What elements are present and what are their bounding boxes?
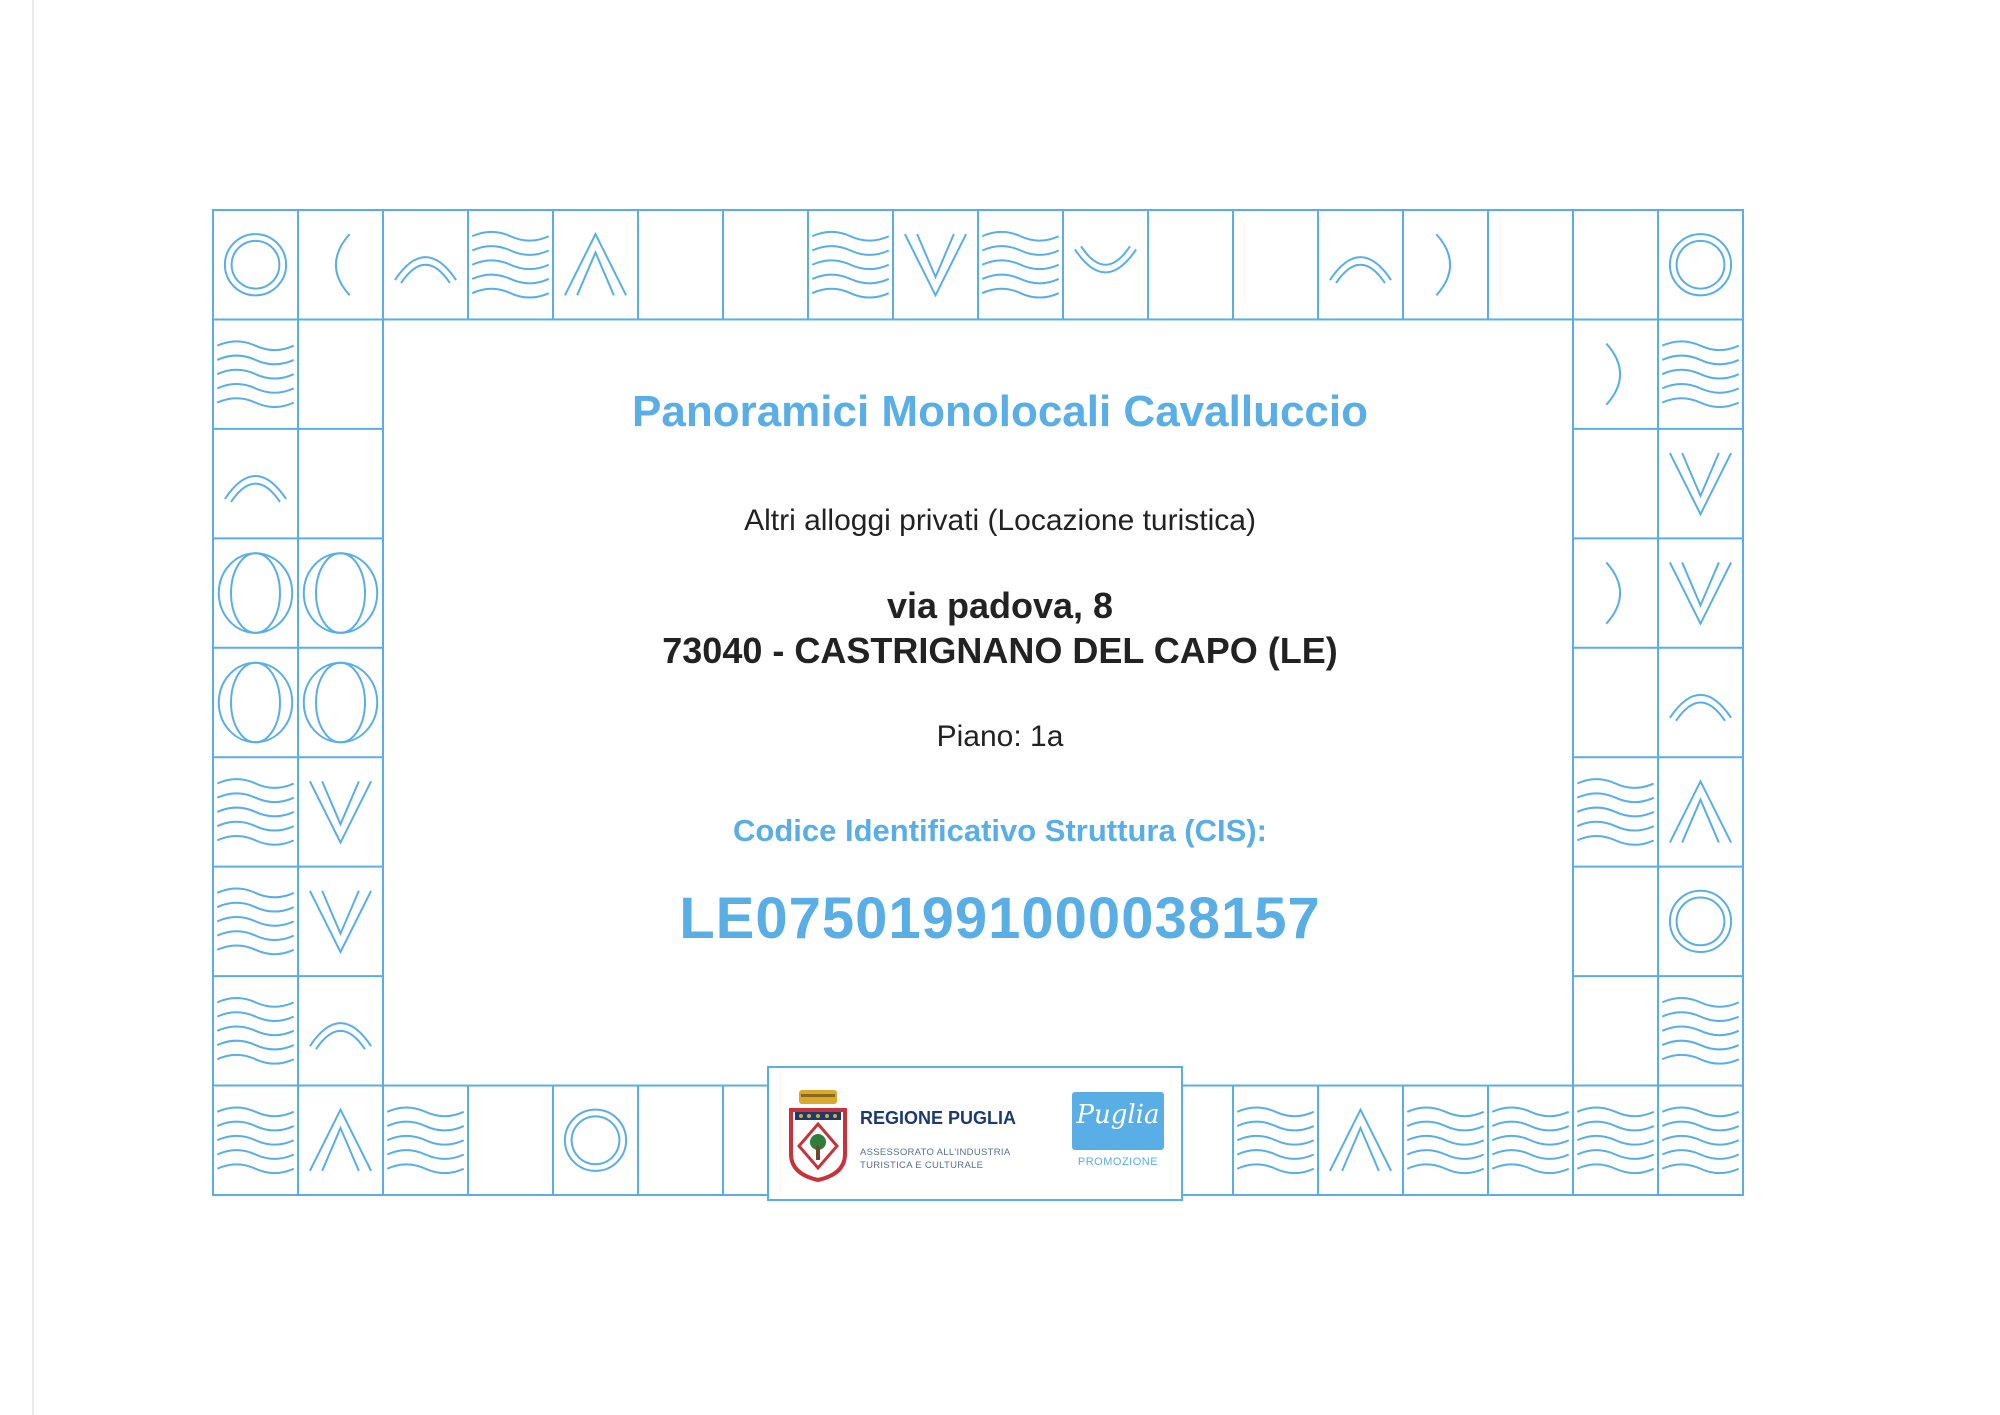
- address-city: 73040 - CASTRIGNANO DEL CAPO (LE): [662, 630, 1338, 671]
- footer-logo-box: [767, 1066, 1183, 1201]
- region-name: REGIONE PUGLIA: [860, 1108, 1017, 1128]
- address-block: [0, 583, 2000, 673]
- promozione-label: PROMOZIONE: [1077, 1156, 1159, 1168]
- cis-label: Codice Identificativo Struttura (CIS):: [733, 813, 1267, 848]
- accommodation-category: Altri alloggi privati (Locazione turistica): [744, 504, 1256, 537]
- floor-info: Piano: 1a: [936, 720, 1064, 753]
- puglia-promozione-logo: [1072, 1092, 1164, 1150]
- address-street: via padova, 8: [886, 585, 1114, 626]
- structure-name: Panoramici Monolocali Cavalluccio: [632, 387, 1368, 436]
- region-department-line1: ASSESSORATO ALL'INDUSTRIA: [860, 1147, 1011, 1158]
- puglia-logo-script: Puglia: [1076, 1100, 1160, 1130]
- coat-of-arms-icon: [787, 1088, 849, 1182]
- region-department-line2: TURISTICA E CULTURALE: [860, 1160, 984, 1171]
- cis-code: LE07501991000038157: [679, 886, 1321, 951]
